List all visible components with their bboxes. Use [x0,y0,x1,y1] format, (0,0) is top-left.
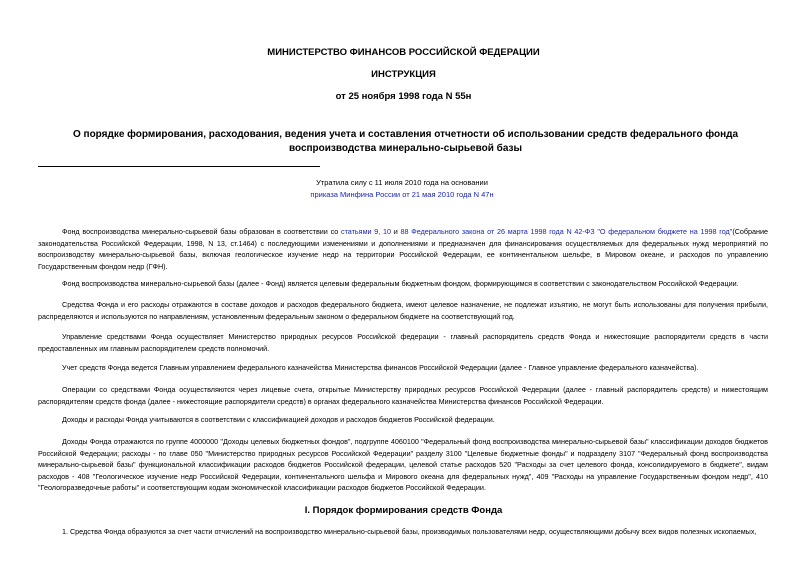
paragraph-text: (Собрание законодательства Российской Федерации, 1998, N 13, ст.1464) с последующими изменениями и дополнениями и предназначен для финансирования осуществляемых для федеральных нужд мероприятий по воспроизводству минерально-сырьевой базы, включая геологическое изучение недр на территории Российской Федерации, ее континентальном шельфе, в Мировом океане, и расходов по управлению Государственным фондом недр (ГФН). [38,227,768,271]
validity-note: Утратила силу с 11 июля 2010 года на основании [316,178,488,187]
document-title: О порядке формирования, расходования, ведения учета и составления отчетности об использовании средств федерального фонда воспроизводства минерально-сырьевой базы [72,129,739,154]
section-heading: I. Порядок формирования средств Фонда [304,505,503,516]
paragraph-text: и [391,227,401,236]
paragraph-fund-management: Управление средствами Фонда осуществляет Министерство природных ресурсов Российской федерации - главный распорядитель средств Фонда и нижестоящие распорядители средств в части предоставленных им главным распорядителем средств полномочий. [38,332,768,353]
section-item-1: 1. Средства Фонда образуются за счет части отчислений на воспроизводство минерально-сырьевой базы, производимых пользователями недр, осуществляющими добычу всех видов полезных ископаемых, [62,527,757,536]
ministry-heading: МИНИСТЕРСТВО ФИНАНСОВ РОССИЙСКОЙ ФЕДЕРАЦИИ [267,47,540,58]
validity-link-line [272,190,532,199]
paragraph-fund-definition: Фонд воспроизводства минерально-сырьевой базы (далее - Фонд) является целевым федеральным бюджетным фондом, формирующимся в соответствии с законодательством Российской Федерации. [62,279,739,288]
paragraph-fund-operations: Операции со средствами Фонда осуществляются через лицевые счета, открытые Министерству природных ресурсов Российской Федерации (далее - главный распорядитель средств) и нижестоящим распорядителям средств фонда (далее - нижестоящие распорядители средств) в органах федерального казначейства Министерства финансов Российской Федерации. [38,385,768,406]
paragraph-text: Фонд воспроизводства минерально-сырьевой базы образован в соответствии со [62,227,341,236]
document-type: ИНСТРУКЦИЯ [371,69,436,80]
separator-line [38,166,320,167]
law-articles-link[interactable]: статьями 9, 10 [341,227,392,236]
federal-law-link[interactable]: 88 Федерального закона от 26 марта 1998 года N 42-ФЗ "О федеральном бюджете на 1998 год" [400,227,733,236]
document-date-number: от 25 ноября 1998 года N 55н [335,91,472,102]
paragraph-fund-expenses: Средства Фонда и его расходы отражаются в составе доходов и расходов федерального бюджета, имеют целевое назначение, не подлежат изъятию, не могут быть использованы для получения прибыли, распределяются и используются по направлениям, установленным федеральным законом о федеральном бюджете на соответствующий год. [38,300,768,321]
paragraph-classification: Доходы и расходы Фонда учитываются в соответствии с классификацией доходов и расходов бюджетов Российской федерации. [62,415,495,424]
paragraph-intro [38,226,768,272]
validity-order-link[interactable]: приказа Минфина России от 21 мая 2010 года N 47н [310,190,494,199]
paragraph-income-codes: Доходы Фонда отражаются по группе 4000000 "Доходы целевых бюджетных фондов", подгруппе 4060100 "Федеральный фонд воспроизводства минерально-сырьевой базы" классификации доходов бюджетов Российской Федерации; расходы - по главе 050 "Министерство природных ресурсов Российской Федерации" разделу 3100 "Целевые бюджетные фонды" и подразделу 3107 "Федеральный фонд воспроизводства минерально-сырьевой базы" функциональной классификации расходов бюджетов Российской федерации, целевой статье расходов 520 "Расходы за счет целевого фонда, консолидируемого в бюджете", видам расходов - 408 "Геологическое изучение недр Российской Федерации, континентального шельфа и Мирового океана для федеральных нужд", 409 "Расходы на управление Государственным фондом недр", 410 "Геологоразведочные работы" и соответствующим кодам экономической классификации расходов бюджетов Российской Федерации. [38,437,768,492]
paragraph-fund-accounting: Учет средств Фонда ведется Главным управлением федерального казначейства Министерства финансов Российской Федерации (далее - Главное управление федерального казначейства). [62,363,699,372]
